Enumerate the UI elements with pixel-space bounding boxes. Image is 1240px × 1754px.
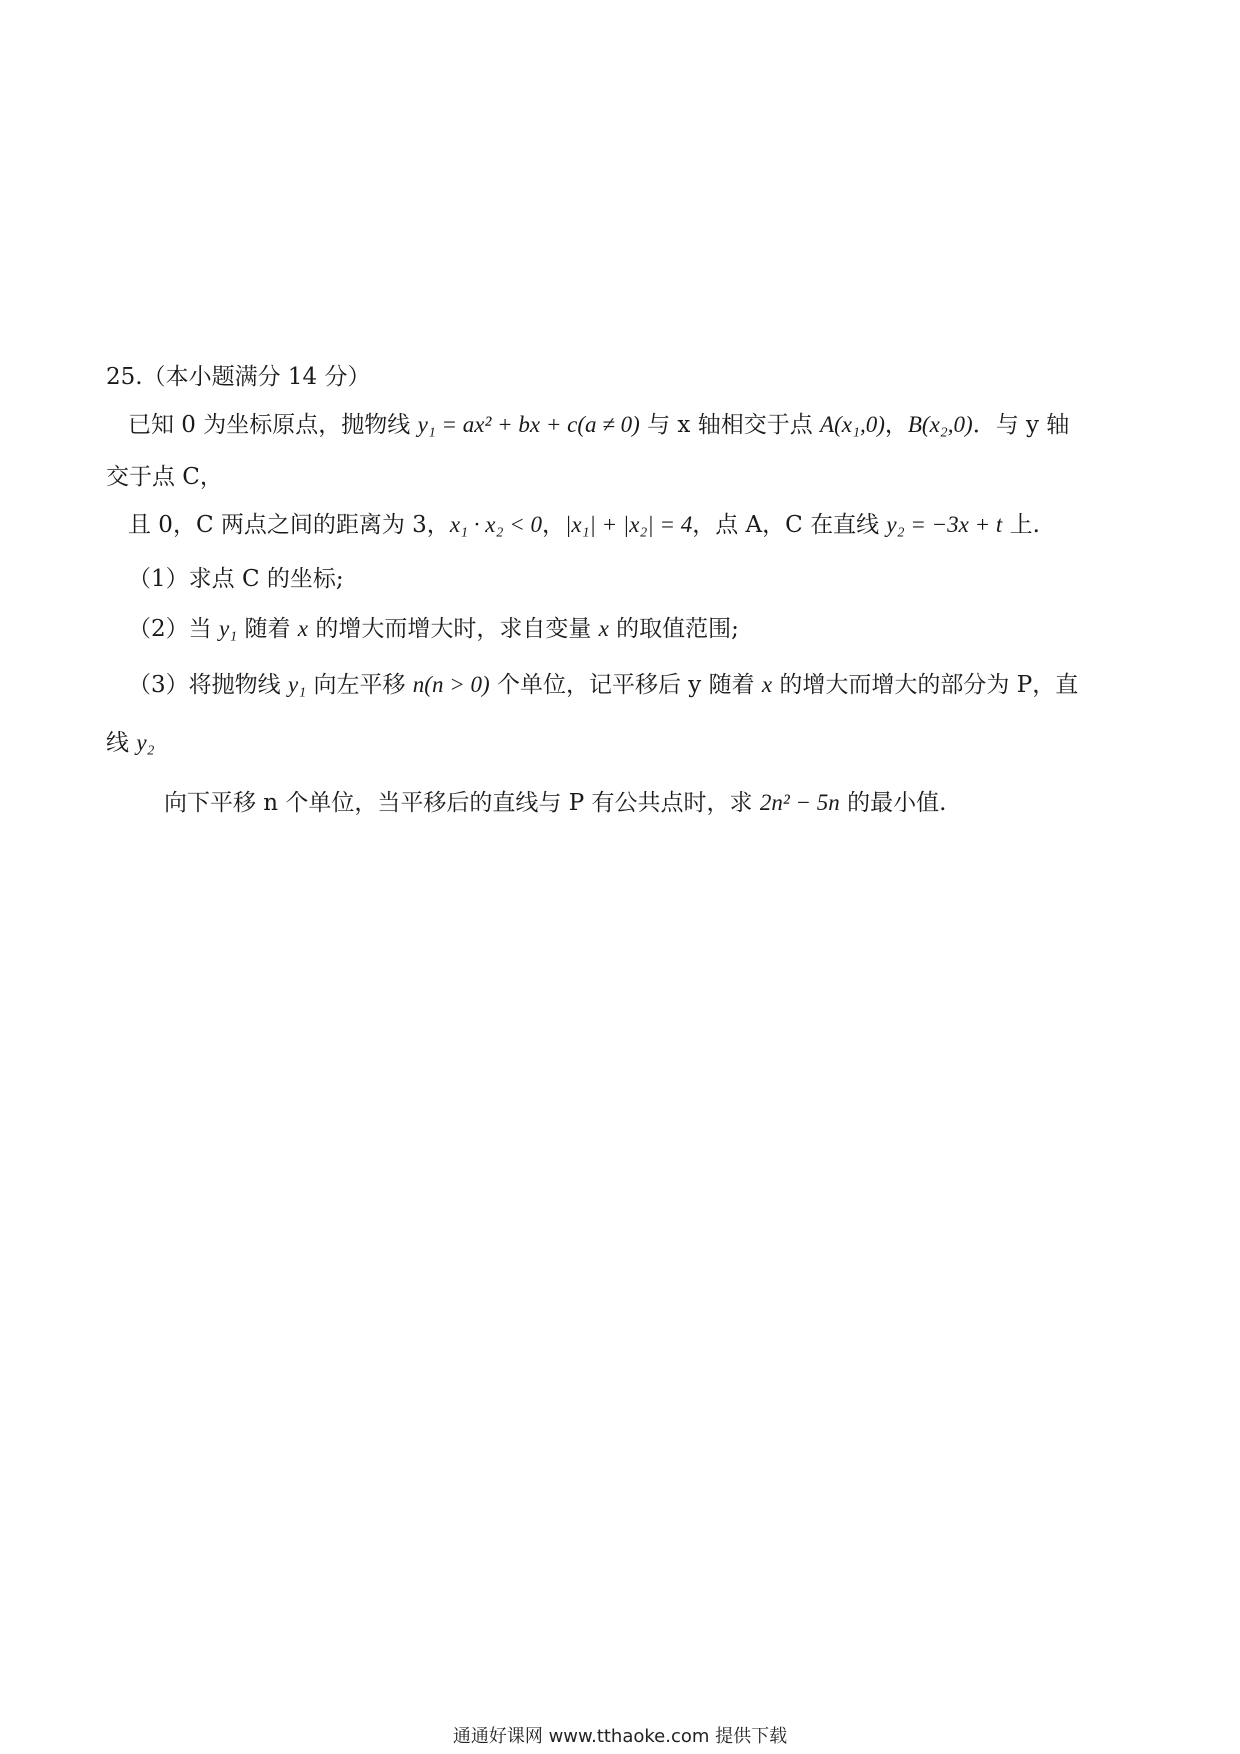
question-heading — [106, 362, 370, 392]
math-x: x — [761, 672, 773, 697]
text-segment: ， — [884, 412, 908, 438]
point-b: B(x₂,0) — [907, 412, 973, 437]
text-segment: 与 x 轴相交于点 — [639, 412, 821, 438]
text-segment: ，点 A，C 在直线 — [692, 512, 887, 538]
text-segment: ， — [542, 512, 565, 538]
question-line-3 — [128, 510, 1040, 540]
question-line-1 — [128, 410, 1069, 440]
text-segment: （3）将抛物线 — [128, 672, 288, 698]
math-y2: y₂ — [136, 730, 155, 755]
text-segment: （1）求点 C 的坐标; — [128, 566, 344, 592]
math-y1: y₁ — [218, 616, 238, 641]
shift-amount: n(n > 0) — [412, 672, 490, 697]
point-a: A(x₁,0) — [820, 412, 885, 437]
text-segment: 的取值范围; — [608, 616, 739, 642]
text-segment: 向左平移 — [306, 672, 413, 698]
part-1 — [128, 564, 344, 594]
part-3-final — [164, 788, 946, 818]
question-number: 25.（本小题满分 14 分） — [106, 364, 371, 390]
math-y1: y₁ — [287, 672, 307, 697]
part-3 — [128, 670, 1078, 700]
line-equation: y₂ = −3x + t — [886, 512, 1003, 537]
text-segment: 的最小值. — [839, 790, 947, 816]
text-segment: ．与 y 轴 — [972, 412, 1070, 438]
math-x: x — [297, 616, 309, 641]
product-condition: x₁ · x₂ < 0 — [449, 512, 542, 537]
question-line-2 — [106, 462, 223, 492]
text-segment: 且 0，C 两点之间的距离为 3， — [128, 512, 450, 538]
text-segment: 线 — [106, 730, 137, 756]
text-segment: 交于点 C， — [106, 464, 223, 490]
text-segment: 已知 0 为坐标原点，抛物线 — [128, 412, 418, 438]
text-segment: 的增大而增大时，求自变量 — [308, 616, 599, 642]
parabola-equation: y₁ = ax² + bx + c(a ≠ 0) — [417, 412, 640, 437]
text-segment: 的增大而增大的部分为 P，直 — [772, 672, 1079, 698]
math-x: x — [598, 616, 609, 641]
part-2 — [128, 614, 739, 644]
text-segment: 随着 — [237, 616, 298, 642]
text-segment: 上. — [1002, 512, 1040, 538]
expression-to-minimize: 2n² − 5n — [759, 790, 840, 815]
absolute-sum-condition: |x₁| + |x₂| = 4 — [565, 512, 693, 537]
page-footer — [0, 1725, 1240, 1749]
footer-text: 通通好课网 www.tthaoke.com 提供下载 — [452, 1726, 788, 1747]
text-segment: 个单位，记平移后 y 随着 — [489, 672, 762, 698]
part-3-continued — [106, 728, 155, 758]
text-segment: 向下平移 n 个单位，当平移后的直线与 P 有公共点时，求 — [164, 790, 760, 816]
text-segment: （2）当 — [128, 616, 219, 642]
